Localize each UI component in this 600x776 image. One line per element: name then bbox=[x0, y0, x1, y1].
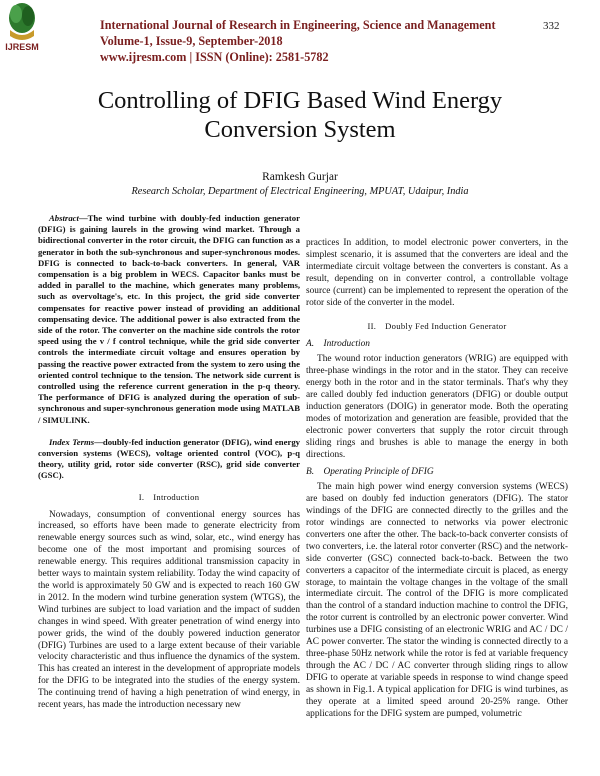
author-name: Ramkesh Gurjar bbox=[262, 171, 338, 183]
journal-site: www.ijresm.com | ISSN (Online): 2581-5782 bbox=[100, 50, 329, 64]
index-terms-label: Index Terms bbox=[49, 436, 95, 447]
subsection-heading-operating-principle: B. Operating Principle of DFIG bbox=[306, 467, 434, 478]
logo-text: IJRESM bbox=[5, 42, 39, 52]
journal-name: International Journal of Research in Engineering, Science and Management bbox=[100, 18, 496, 32]
title-line-1: Controlling of DFIG Based Wind Energy bbox=[97, 87, 503, 114]
section-heading-dfig: II. Doubly Fed Induction Generator bbox=[367, 321, 507, 332]
page-number: 332 bbox=[543, 20, 560, 32]
title-line-2: Conversion System bbox=[204, 116, 396, 143]
journal-volume: Volume-1, Issue-9, September-2018 bbox=[100, 34, 283, 48]
subsection-operating-principle-text: The main high power wind energy conversion systems (WECS) are based on doubly fed induction generators (DFIG). The stator windings of the DFIG are connected directly to the grilles and the rotor windings are connected to networks via power electronic converters one after the other. The back-to-back converter consists of two converters, i.e. the lateral rotor converter (RSC) and the network-side converter (GSC) connected back-to-back. Between the two converters a capacitor of the intermediate circuit is placed, as energy storage, to maintain the voltage changes in the voltage of the small intermediate circuit. The control of the DFIG is more complicated than the control of a standard induction machine to control the DFIG, the rotor current is controlled by an electronic power converter. Wind turbines use a DFIG consisting of an electronic WRIG and AC / DC / AC power converter. The stator the winding is connected directly to a three-phase 50Hz network while the rotor is fed at variable frequency through the AC / DC / AC converter through sliding rings to allow DFIG to operate at variable speeds in response to wind change speed as shown in Fig.1. A typical application for DFIG is wind turbines, as they operate at a limited speed around 20-25% range. Other applications for the DFIG system are pumped, volumetric bbox=[306, 482, 568, 719]
abstract-label: Abstract bbox=[49, 213, 79, 223]
introduction-text: Nowadays, consumption of conventional energy sources has increased, so efforts have been made to generate electricity from renewable energy sources such as wind, solar, etc., wind energy has become one of the most important and promising sources of renewable energy. This requires additional transmission capacity in better ways to maintain system reliability. Today the wind capacity of the world is approximately 50 GW and is expected to reach 160 GW in 2012. In the modern wind turbine generation system (WTGS), the Wind turbines are subject to load variation and the impact of sudden changes in wind speed. With greater penetration of wind energy into power grids, the wind of the doubly powered induction generator (DFIG) Turbines are used to a large extent because of their variable velocity characteristic and thus influence the dynamics of the system. This has created an interest in the development of appropriate models for the DFIG to be integrated into the studies of the energy system. The continuing trend of having a high penetration of wind energy, in recent years, has made the introduction necessary new bbox=[38, 509, 300, 711]
right-column bbox=[306, 238, 568, 720]
abstract-text: The wind turbine with doubly-fed induction generator (DFIG) is gaining laurels in the growing wind market. Through a bidirectional converter in the rotor circuit, the DFIG can function as a generator in both the sub-synchronous and super-synchronous modes. DFIG is connected to back-to-back converters. In general, VAR compensation is a big problem in WECS. Capacitor banks must be added in parallel to the machine, which generates many problems, such as overvoltage's, etc. In this project, the grid side converter compensates for reactive power instead of providing an additional compensating device. The additional power is also extracted from the side of the rotor. The converter on the machine side controls the rotor speed using the v / f control technique, while the grid side converter controls the intermediate circuit voltage and ensures operation by passing the reactive power extracted from the system to zero using the oriented control technique to the tension. The network side current is controlled using the reference current generation in the p-q theory. The performance of DFIG is analyzed during the operation of sub-synchronous and super-synchronous generation mode using MATLAB / SIMULINK. bbox=[38, 213, 300, 425]
paper-title bbox=[40, 86, 560, 144]
subsection-introduction-text: The wound rotor induction generators (WRIG) are equipped with three-phase windings in the rotor and in the stator. They can receive energy both in the rotor and in the stator terminals. That's why they are called doubly fed induction generators (DFIG) or double output induction generators (DOIG) in generator mode. Both the operating modes of motorization and generation are feasible, provided that the electronic power converters that supply the rotor circuit through sliding rings and brushes is able to manage the energy in both directions. bbox=[306, 354, 568, 460]
introduction-continued: practices In addition, to model electronic power converters, in the simplest scenario, it is assumed that the converters are ideal and the intermediate circuit voltage between the converters is constant. As a result, depending on in converter control, a controllable voltage source (current) can be implemented to represent the operation of the rotor side of the converter in the model. bbox=[306, 238, 568, 308]
section-heading-introduction: I. Introduction bbox=[138, 491, 200, 502]
subsection-heading-introduction: A. Introduction bbox=[306, 339, 370, 350]
index-terms: Index Terms—doubly-fed induction generator (DFIG), wind energy conversion systems (WECS), voltage oriented control (VOC), p-q theory, utility grid, rotor side converter (RSC), grid side converter (GSC). bbox=[38, 436, 301, 481]
journal-logo bbox=[0, 0, 44, 52]
index-terms-text: doubly-fed induction generator (DFIG), wind energy conversion systems (WECS), voltage oriented control (VOC), p-q theory, utility grid, rotor side converter (RSC), grid side converter (GSC). bbox=[38, 436, 301, 481]
abstract: Abstract—The wind turbine with doubly-fed induction generator (DFIG) is gaining laurels in the growing wind market. Through a bidirectional converter in the rotor circuit, the DFIG can function as a generator in both the sub-synchronous and super-synchronous modes. DFIG is connected to back-to-back converters. In general, VAR compensation is a big problem in WECS. Capacitor banks must be added in parallel to the machine, which generates many problems, such as overvoltage's, etc. In this project, the grid side converter compensates for reactive power instead of providing an additional compensating device. The additional power is also extracted from the side of the rotor. The converter on the machine side controls the rotor speed using the v / f control technique, while the grid side converter controls the intermediate circuit voltage and ensures operation by passing the reactive power extracted from the system to zero using the oriented control technique to the tension. The network side current is controlled using the reference current generation in the p-q theory. The performance of DFIG is analyzed during the operation of sub-synchronous and super-synchronous generation mode using MATLAB / SIMULINK. bbox=[38, 213, 300, 425]
author-affiliation: Research Scholar, Department of Electrical Engineering, MPUAT, Udaipur, India bbox=[131, 186, 469, 197]
left-column bbox=[38, 213, 300, 712]
